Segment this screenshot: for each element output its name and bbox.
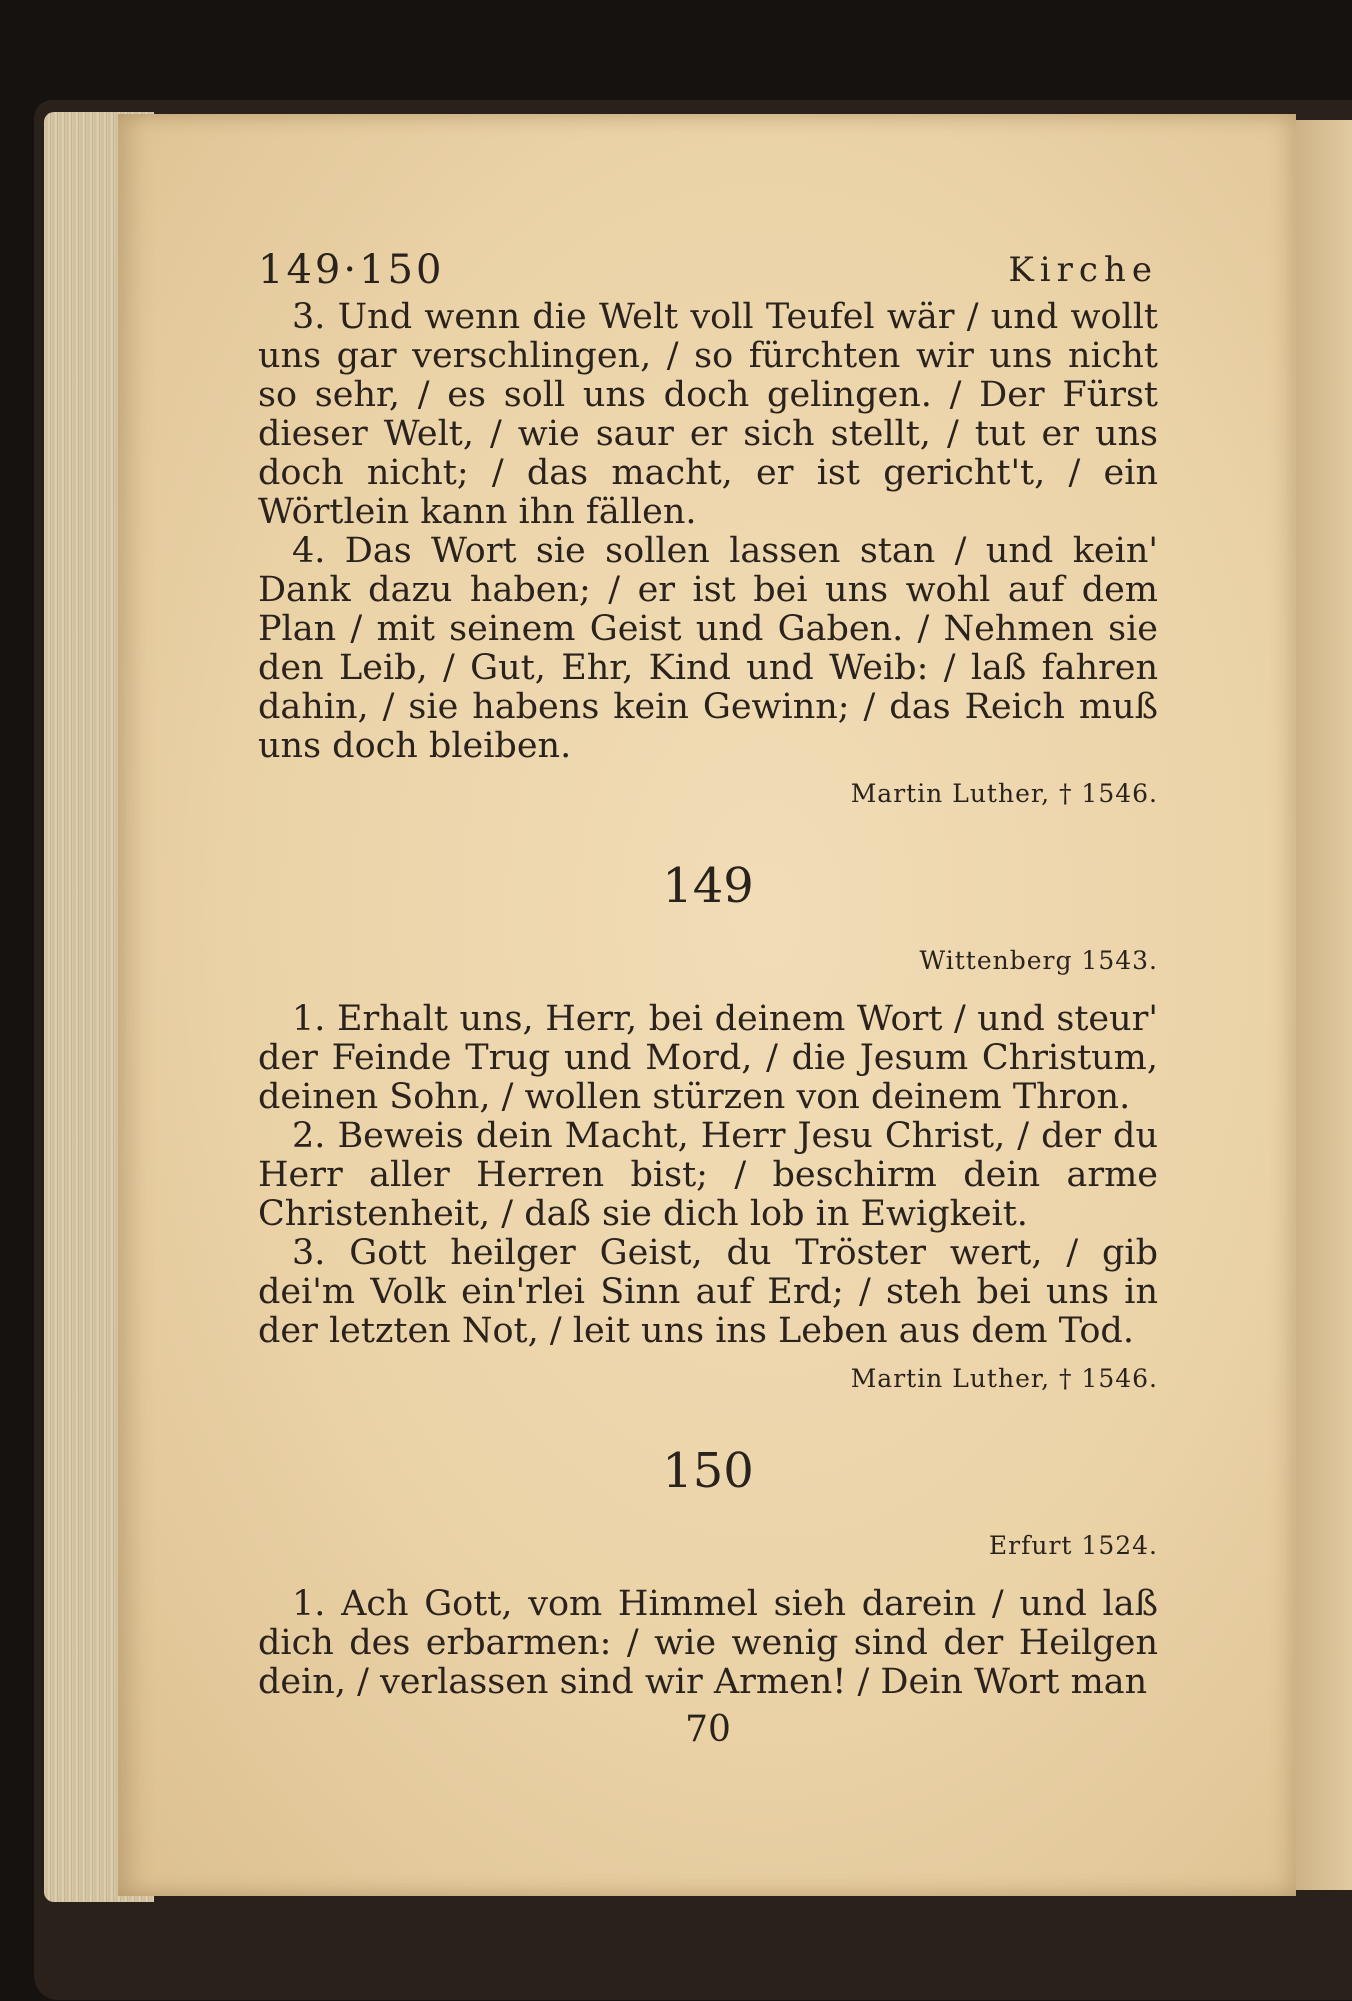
verse: 4. Das Wort sie sollen lassen stan / und kein' Dank dazu haben; / er ist bei uns wohl auf dem Plan / mit seinem Geist und Gaben. / Nehmen sie den Leib, / Gut, Ehr, Kind und Weib: / laß fahren dahin, / sie habens kein Gewinn; / das Reich muß uns doch bleiben.	[258, 531, 1158, 766]
page-number: 70	[685, 1709, 731, 1750]
hymn-number: 149	[662, 858, 754, 914]
facing-page-edge	[1296, 120, 1352, 1890]
verse: 2. Beweis dein Macht, Herr Jesu Christ, / der du Herr aller Herren bist; / beschirm dein arme Christenheit, / daß sie dich lob in Ewigkeit.	[258, 1116, 1158, 1234]
page-text	[258, 232, 1158, 1750]
melody-source: Wittenberg 1543.	[919, 946, 1158, 975]
hymn-range: 149·150	[258, 247, 445, 293]
author-credit: Martin Luther, † 1546.	[850, 779, 1158, 808]
section-title: Kirche	[1008, 250, 1158, 290]
verse: 1. Erhalt uns, Herr, bei deinem Wort / und steur' der Feinde Trug und Mord, / die Jesum Christum, deinen Sohn, / wollen stürzen von deinem Thron.	[258, 999, 1158, 1117]
verse: 3. Gott heilger Geist, du Tröster wert, / gib dei'm Volk ein'rlei Sinn auf Erd; / steh bei uns in der letzten Not, / leit uns ins Leben aus dem Tod.	[258, 1233, 1158, 1351]
verse: 3. Und wenn die Welt voll Teufel wär / und wollt uns gar verschlingen, / so fürchten wir uns nicht so sehr, / es soll uns doch gelingen. / Der Fürst dieser Welt, / wie saur er sich stellt, / tut er uns doch nicht; / das macht, er ist gericht't, / ein Wörtlein kann ihn fällen.	[258, 297, 1158, 532]
author-credit: Martin Luther, † 1546.	[850, 1364, 1158, 1393]
hymn-number: 150	[662, 1443, 754, 1499]
running-header	[258, 232, 1158, 293]
verse: 1. Ach Gott, vom Himmel sieh darein / und laß dich des erbarmen: / wie wenig sind der Heilgen dein, / verlassen sind wir Armen! / Dein Wort man	[258, 1584, 1158, 1702]
melody-source: Erfurt 1524.	[988, 1531, 1158, 1560]
